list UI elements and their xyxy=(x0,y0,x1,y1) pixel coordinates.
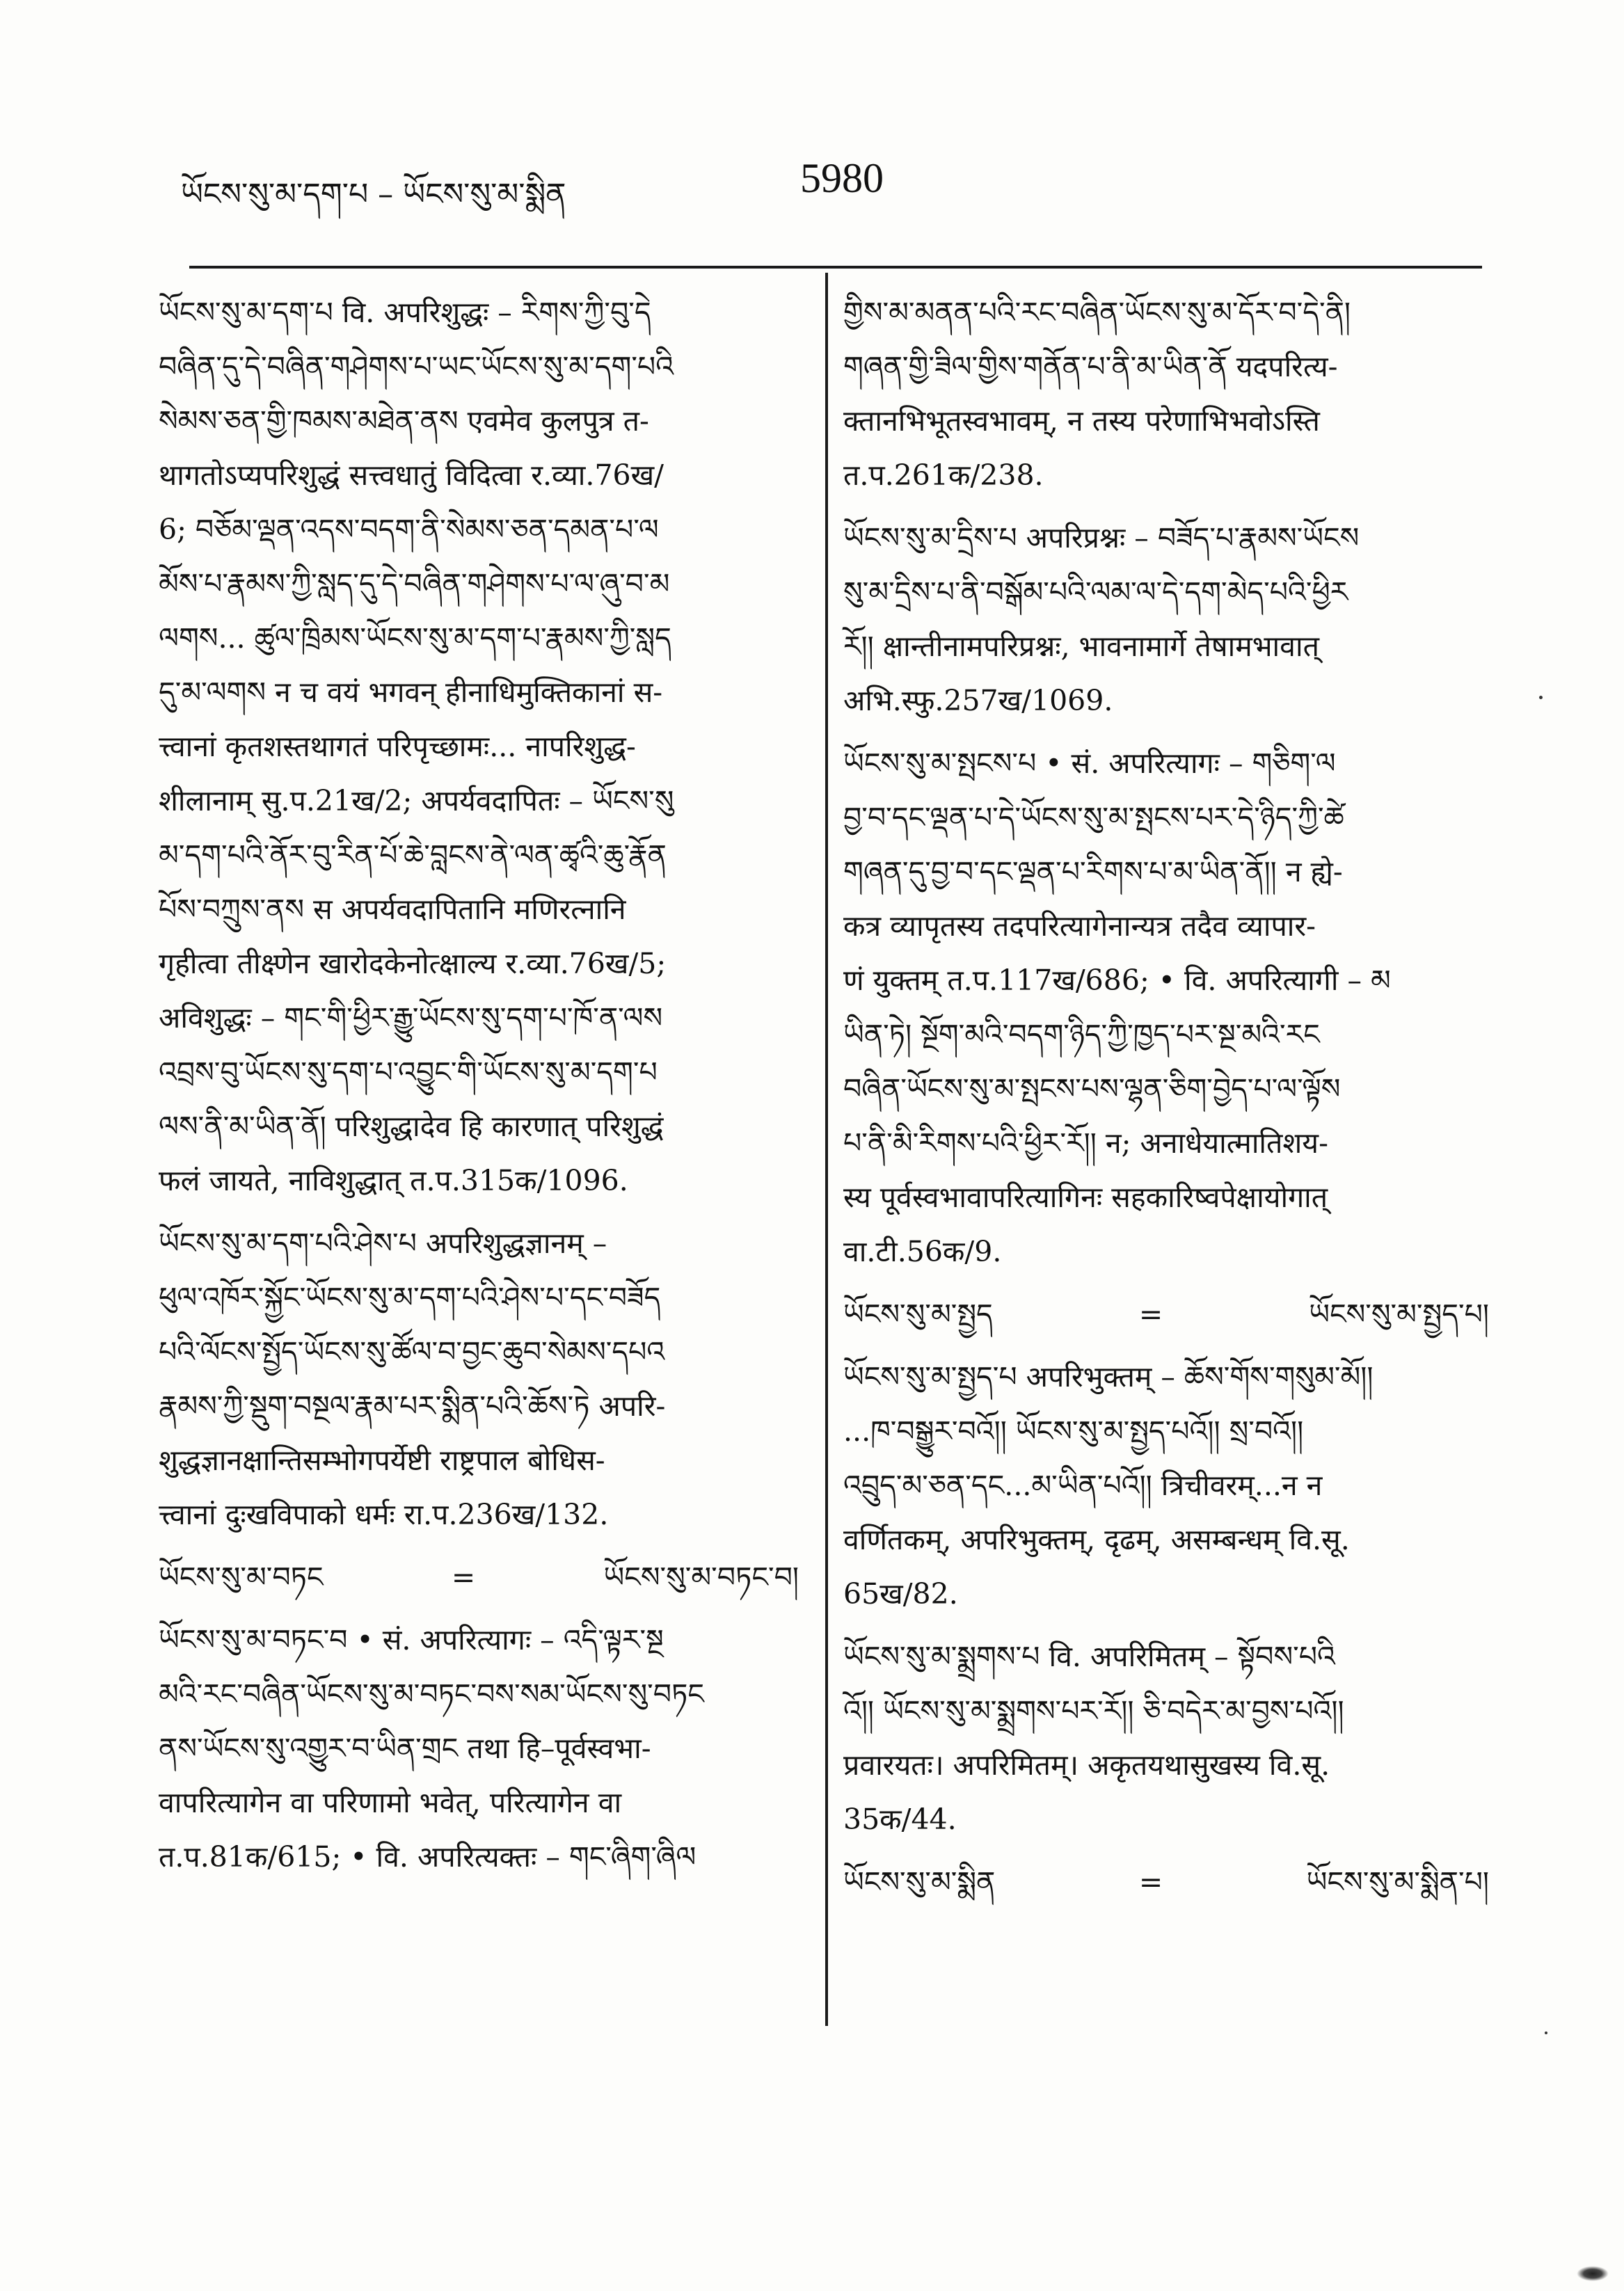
entry-line: त.प.81क/615; • वि. अपरित्यक्तः – གང་ཞིག་ཞིལ xyxy=(159,1840,696,1874)
entry-line: སེམས་ཅན་གྱི་ཁམས་མཐེན་ནས एवमेव कुलपुत्र त- xyxy=(159,404,649,438)
entry-line: अभि.स्फु.257ख/1069. xyxy=(843,684,1113,717)
entry-line: གཞན་དུ་བྱ་བ་དང་ལྡན་པ་རིགས་པ་མ་ཡིན་ནོ།། न ह्ये- xyxy=(843,855,1343,888)
cross-reference-entry xyxy=(159,1550,799,1604)
entry-line: ཡོངས་སུ་མ་སྤྱད་པ अपरिभुक्तम् – ཆོས་གོས་གསུམ་མོ།། xyxy=(843,1360,1374,1394)
entry-line: 65ख/82. xyxy=(843,1577,958,1611)
entry-line: གྱིས་མ་མནན་པའི་རང་བཞིན་ཡོངས་སུ་མ་དོར་བ་དེ་ནི། xyxy=(843,296,1351,329)
dictionary-entry xyxy=(843,285,1489,502)
entry-line: वापरित्यागेन वा परिणामो भवेत्, परित्यागेन वा xyxy=(159,1786,622,1819)
header-rule xyxy=(189,266,1482,269)
entry-line: ཡོངས་སུ་མ་དག་པའི་ཤེས་པ अपरिशुद्धज्ञानम् – xyxy=(159,1227,607,1260)
entry-line: མའི་རང་བཞིན་ཡོངས་སུ་མ་བཏང་བས་སམ་ཡོངས་སུ་བཏང xyxy=(159,1677,704,1711)
xref-right: ཡོངས་སུ་མ་བཏང་བ། xyxy=(603,1560,799,1594)
scan-speck xyxy=(1539,696,1543,699)
xref-left: ཡོངས་སུ་མ་སྤྱད xyxy=(843,1298,993,1331)
entry-line: शुद्धज्ञानक्षान्तिसम्भोगपर्येष्टी राष्ट्रपाल बोधिस- xyxy=(159,1444,605,1477)
dictionary-entry xyxy=(843,1350,1489,1621)
dictionary-entry xyxy=(843,511,1489,728)
header-range: ཡོངས་སུ་མ་དག་པ – ཡོངས་སུ་མ་སྨིན xyxy=(181,177,566,212)
xref-left: ཡོངས་སུ་མ་སྨིན xyxy=(843,1865,996,1899)
column-divider xyxy=(825,273,828,2026)
entry-line: ནས་ཡོངས་སུ་འགྱུར་བ་ཡིན་གྲང तथा हि–पूर्वस्वभा- xyxy=(159,1732,651,1765)
entry-line: འབྲུད་མ་ཅན་དང...མ་ཡིན་པའོ།། त्रिचीवरम्...न न xyxy=(843,1469,1323,1502)
entry-line: ཡོངས་སུ་མ་དག་པ वि. अपरिशुद्धः – རིགས་ཀྱི་བུ་དེ xyxy=(159,296,651,329)
entry-line: ཕུལ་འཁོར་སྐྱོང་ཡོངས་སུ་མ་དག་པའི་ཤེས་པ་དང་བཟོད xyxy=(159,1281,661,1314)
entry-line: फलं जायते, नाविशुद्धात् त.प.315क/1096. xyxy=(159,1164,628,1197)
cross-reference-entry xyxy=(843,1287,1489,1341)
entry-line: པ་ནི་མི་རིགས་པའི་ཕྱིར་རོ།། न; अनाधेयात्मातिशय- xyxy=(843,1126,1328,1160)
entry-line: ལས་ནི་མ་ཡིན་ནོ། परिशुद्धादेव हि कारणात् परिशुद्धं xyxy=(159,1110,664,1143)
xref-right: ཡོངས་སུ་མ་སྨིན་པ། xyxy=(1306,1865,1489,1899)
dictionary-entry xyxy=(159,285,799,1208)
entry-line: थागतोऽप्यपरिशुद्धं सत्त्वधातुं विदित्वा र.व्या.76ख/ xyxy=(159,458,664,492)
xref-eq: = xyxy=(451,1560,476,1594)
entry-line: 35क/44. xyxy=(843,1803,957,1836)
entry-line: བཞིན་དུ་དེ་བཞིན་གཤེགས་པ་ཡང་ཡོངས་སུ་མ་དག་པའི xyxy=(159,350,674,383)
dictionary-entry xyxy=(843,1629,1489,1846)
left-column xyxy=(159,285,799,1892)
entry-line: པའི་ལོངས་སྤྱོད་ཡོངས་སུ་ཚོལ་བ་བྱང་ཆུབ་སེམས་དཔའ xyxy=(159,1335,665,1368)
entry-line: त्त्वानां कृतशस्तथागतं परिपृच्छामः... नापरिशुद्ध- xyxy=(159,730,636,763)
scan-speck xyxy=(1545,2031,1547,2034)
entry-line: རྣམས་ཀྱི་སྡུག་བསྔལ་རྣམ་པར་སྨིན་པའི་ཆོས་ཏེ अपरि- xyxy=(159,1389,666,1423)
entry-line: པོས་བཀྲུས་ནས स अपर्यवदापितानि मणिरत्नानि xyxy=(159,893,626,926)
entry-line: རོ།། क्षान्तीनामपरिप्रश्नः, भावनामार्गे तेषामभावात् xyxy=(843,630,1319,663)
entry-line: ཡོངས་སུ་མ་སྤངས་པ • सं. अपरित्यागः – གཅིག་ལ xyxy=(843,747,1336,780)
entry-line: ལགས... ཚུལ་ཁྲིམས་ཡོངས་སུ་མ་དག་པ་རྣམས་ཀྱི་སླད xyxy=(159,621,671,655)
entry-line: 6; བཅོམ་ལྡན་འདས་བདག་ནི་སེམས་ཅན་དམན་པ་ལ xyxy=(159,513,659,546)
scan-speck xyxy=(1577,2266,1609,2281)
page-number: 5980 xyxy=(800,155,884,201)
entry-line: क्तानभिभूतस्वभावम्, न तस्य परेणाभिभवोऽस्ति xyxy=(843,404,1320,438)
entry-line: བཞིན་ཡོངས་སུ་མ་སྤངས་པས་ལྷན་ཅིག་བྱེད་པ་ལ་ལྟོས xyxy=(843,1072,1341,1105)
right-column xyxy=(843,285,1489,1917)
entry-line: འབྲས་བུ་ཡོངས་སུ་དག་པ་འབྱུང་གི་ཡོངས་སུ་མ་དག་པ xyxy=(159,1055,658,1089)
entry-line: བྱ་བ་དང་ལྡན་པ་དེ་ཡོངས་སུ་མ་སྤངས་པར་དེ་ཉིད་ཀྱི་ཚེ xyxy=(843,801,1344,834)
entry-line: ཡིན་ཏེ། སྔོག་མའི་བདག་ཉིད་ཀྱི་ཁྱད་པར་སྔ་མའི་རང xyxy=(843,1018,1320,1051)
xref-right: ཡོངས་སུ་མ་སྤྱད་པ། xyxy=(1309,1298,1489,1331)
entry-line: གཞན་གྱི་ཟིལ་གྱིས་གནོན་པ་ནི་མ་ཡིན་ནོ यदपरित्य- xyxy=(843,350,1338,383)
entry-line: དུ་མ་ལགས न च वयं भगवन् हीनाधिमुक्तिकानां स- xyxy=(159,676,663,709)
entry-line: ཡོངས་སུ་མ་བཏང་བ • सं. अपरित्यागः – འདི་ལྟར་སྔ xyxy=(159,1623,664,1657)
entry-line: त.प.261क/238. xyxy=(843,458,1044,492)
entry-line: कत्र व्यापृतस्य तदपरित्यागेनान्यत्र तदैव व्यापार- xyxy=(843,909,1316,943)
cross-reference-entry xyxy=(843,1855,1489,1909)
entry-line: स्य पूर्वस्वभावापरित्यागिनः सहकारिष्वपेक्षायोगात् xyxy=(843,1181,1328,1214)
entry-line: ...ཁ་བསྒྱུར་བའོ།། ཡོངས་སུ་མ་སྤྱད་པའོ།། སྲ་བའོ།། xyxy=(843,1414,1304,1448)
entry-line: འོ།། ཡོངས་སུ་མ་སྨྲགས་པར་རོ།། ཅི་བདེར་མ་བྱས་པའོ།། xyxy=(843,1694,1344,1727)
entry-line: ཡོངས་སུ་མ་དྲིས་པ अपरिप्रश्नः – བཟོད་པ་རྣམས་ཡོངས xyxy=(843,521,1360,554)
entry-line: སུ་མ་དྲིས་པ་ནི་བསྒོམ་པའི་ལམ་ལ་དེ་དག་མེད་པའི་ཕྱིར xyxy=(843,575,1348,609)
dictionary-entry xyxy=(843,736,1489,1279)
entry-line: प्रवारयतः। अपरिमितम्। अकृतयथासुखस्य वि.सू. xyxy=(843,1748,1330,1782)
entry-line: णं युक्तम् त.प.117ख/686; • वि. अपरित्यागी – མ xyxy=(843,964,1391,997)
dictionary-entry xyxy=(159,1216,799,1542)
entry-line: वा.टी.56क/9. xyxy=(843,1235,1002,1268)
entry-line: མོས་པ་རྣམས་ཀྱི་སླད་དུ་དེ་བཞིན་གཤེགས་པ་ལ་ཞུ་བ་མ xyxy=(159,567,670,600)
dictionary-entry xyxy=(159,1613,799,1884)
entry-line: वर्णितकम्, अपरिभुक्तम्, दृढम्, असम्बन्धम् वि.सू. xyxy=(843,1523,1350,1556)
entry-line: त्त्वानां दुःखविपाको धर्मः रा.प.236ख/132. xyxy=(159,1498,609,1531)
entry-line: गृहीत्वा तीक्ष्णेन खारोदकेनोत्क्षाल्य र.व्या.76ख/5; xyxy=(159,947,667,980)
xref-left: ཡོངས་སུ་མ་བཏང xyxy=(159,1560,324,1594)
entry-line: अविशुद्धः – གང་གི་ཕྱིར་རྒྱུ་ཡོངས་སུ་དག་པ་ཁོ་ན་ལས xyxy=(159,1001,663,1035)
xref-eq: = xyxy=(1138,1865,1163,1899)
entry-line: ཡོངས་སུ་མ་སྨྲགས་པ वि. अपरिमितम् – སྟོབས་པའི xyxy=(843,1640,1335,1673)
xref-eq: = xyxy=(1138,1298,1163,1331)
entry-line: མ་དག་པའི་ནོར་བུ་རིན་པོ་ཆེ་བླངས་ནེ་ལན་ཚྭའི་ཆུ་རྣོན xyxy=(159,838,667,872)
entry-line: शीलानाम् सु.प.21ख/2; अपर्यवदापितः – ཡོངས་སུ xyxy=(159,784,674,817)
